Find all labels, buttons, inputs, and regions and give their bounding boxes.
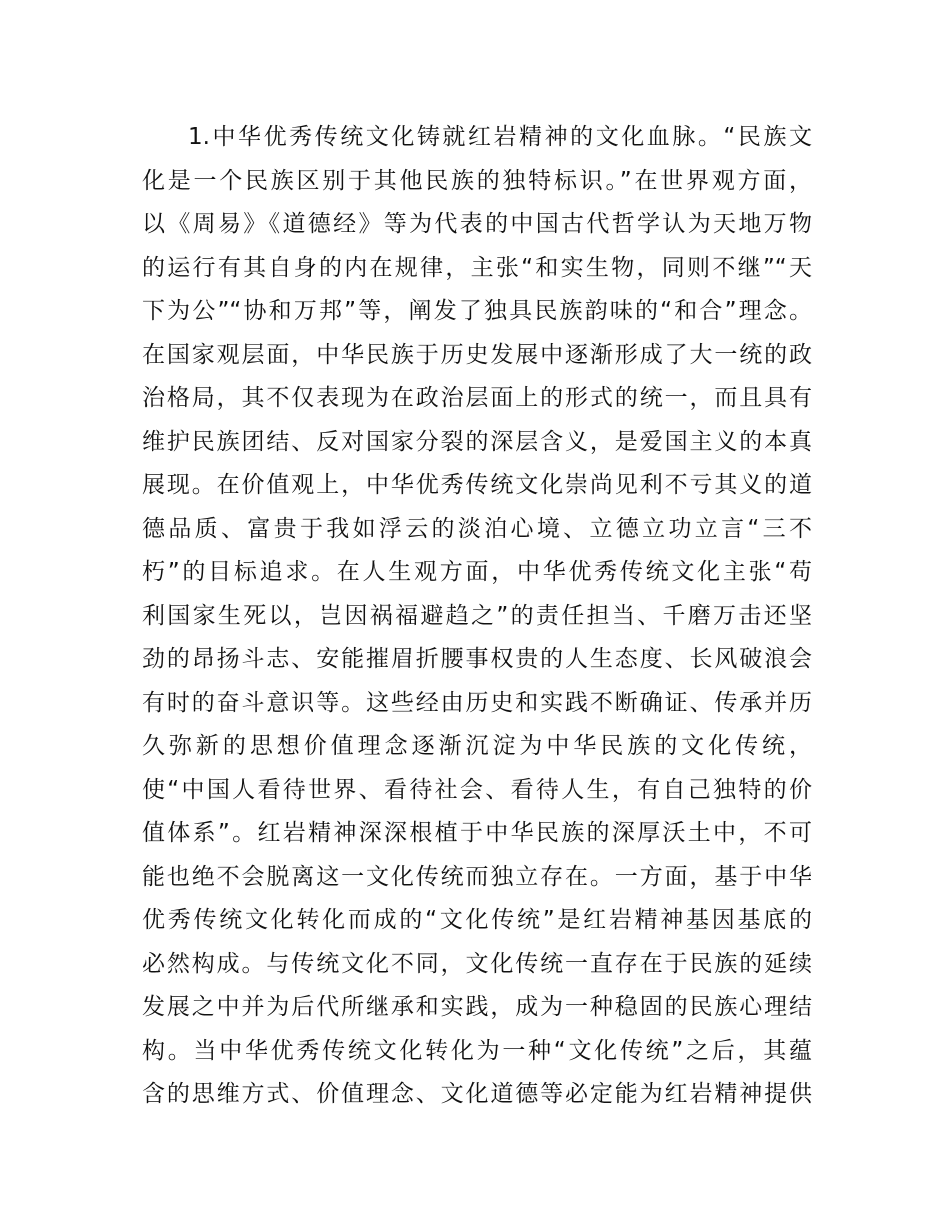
text-line: 值体系”。红岩精神深深根植于中华民族的深厚沃土中，不可 (142, 820, 812, 846)
text-line: 治格局，其不仅表现为在政治层面上的形式的统一，而且具有 (142, 385, 812, 411)
text-line: 久弥新的思想价值理念逐渐沉淀为中华民族的文化传统， (142, 733, 812, 759)
text-line: 下为公”“协和万邦”等，阐发了独具民族韵味的“和合”理念。 (142, 298, 812, 324)
text-line: 有时的奋斗意识等。这些经由历史和实践不断确证、传承并历 (142, 689, 812, 716)
text-line: 以《周易》《道德经》等为代表的中国古代哲学认为天地万物 (142, 211, 812, 237)
body-paragraph (142, 116, 812, 1117)
text-line: 含的思维方式、价值理念、文化道德等必定能为红岩精神提供 (142, 1081, 812, 1107)
text-line: 在国家观层面，中华民族于历史发展中逐渐形成了大一统的政 (142, 341, 812, 368)
text-line: 劲的昂扬斗志、安能摧眉折腰事权贵的人生态度、长风破浪会 (142, 646, 812, 672)
text-line: 使“中国人看待世界、看待社会、看待人生，有自己独特的价 (142, 776, 812, 803)
text-line: 1.中华优秀传统文化铸就红岩精神的文化血脉。“民族文 (188, 124, 812, 150)
text-line: 优秀传统文化转化而成的“文化传统”是红岩精神基因基底的 (142, 907, 812, 933)
text-line: 展现。在价值观上，中华优秀传统文化崇尚见利不亏其义的道 (142, 472, 812, 498)
text-line: 化是一个民族区别于其他民族的独特标识。”在世界观方面， (142, 167, 812, 194)
text-line: 维护民族团结、反对国家分裂的深层含义，是爱国主义的本真 (142, 428, 812, 455)
text-line: 必然构成。与传统文化不同，文化传统一直存在于民族的延续 (142, 950, 812, 977)
text-line: 朽”的目标追求。在人生观方面，中华优秀传统文化主张“苟 (142, 559, 812, 585)
text-line: 能也绝不会脱离这一文化传统而独立存在。一方面，基于中华 (142, 863, 812, 890)
text-line: 利国家生死以，岂因祸福避趋之”的责任担当、千磨万击还坚 (142, 602, 812, 629)
text-line: 构。当中华优秀传统文化转化为一种“文化传统”之后，其蕴 (142, 1037, 812, 1064)
text-line: 的运行有其自身的内在规律，主张“和实生物，同则不继”“天 (142, 254, 812, 281)
text-line: 发展之中并为后代所继承和实践，成为一种稳固的民族心理结 (142, 994, 812, 1020)
text-line: 德品质、富贵于我如浮云的淡泊心境、立德立功立言“三不 (142, 515, 812, 542)
